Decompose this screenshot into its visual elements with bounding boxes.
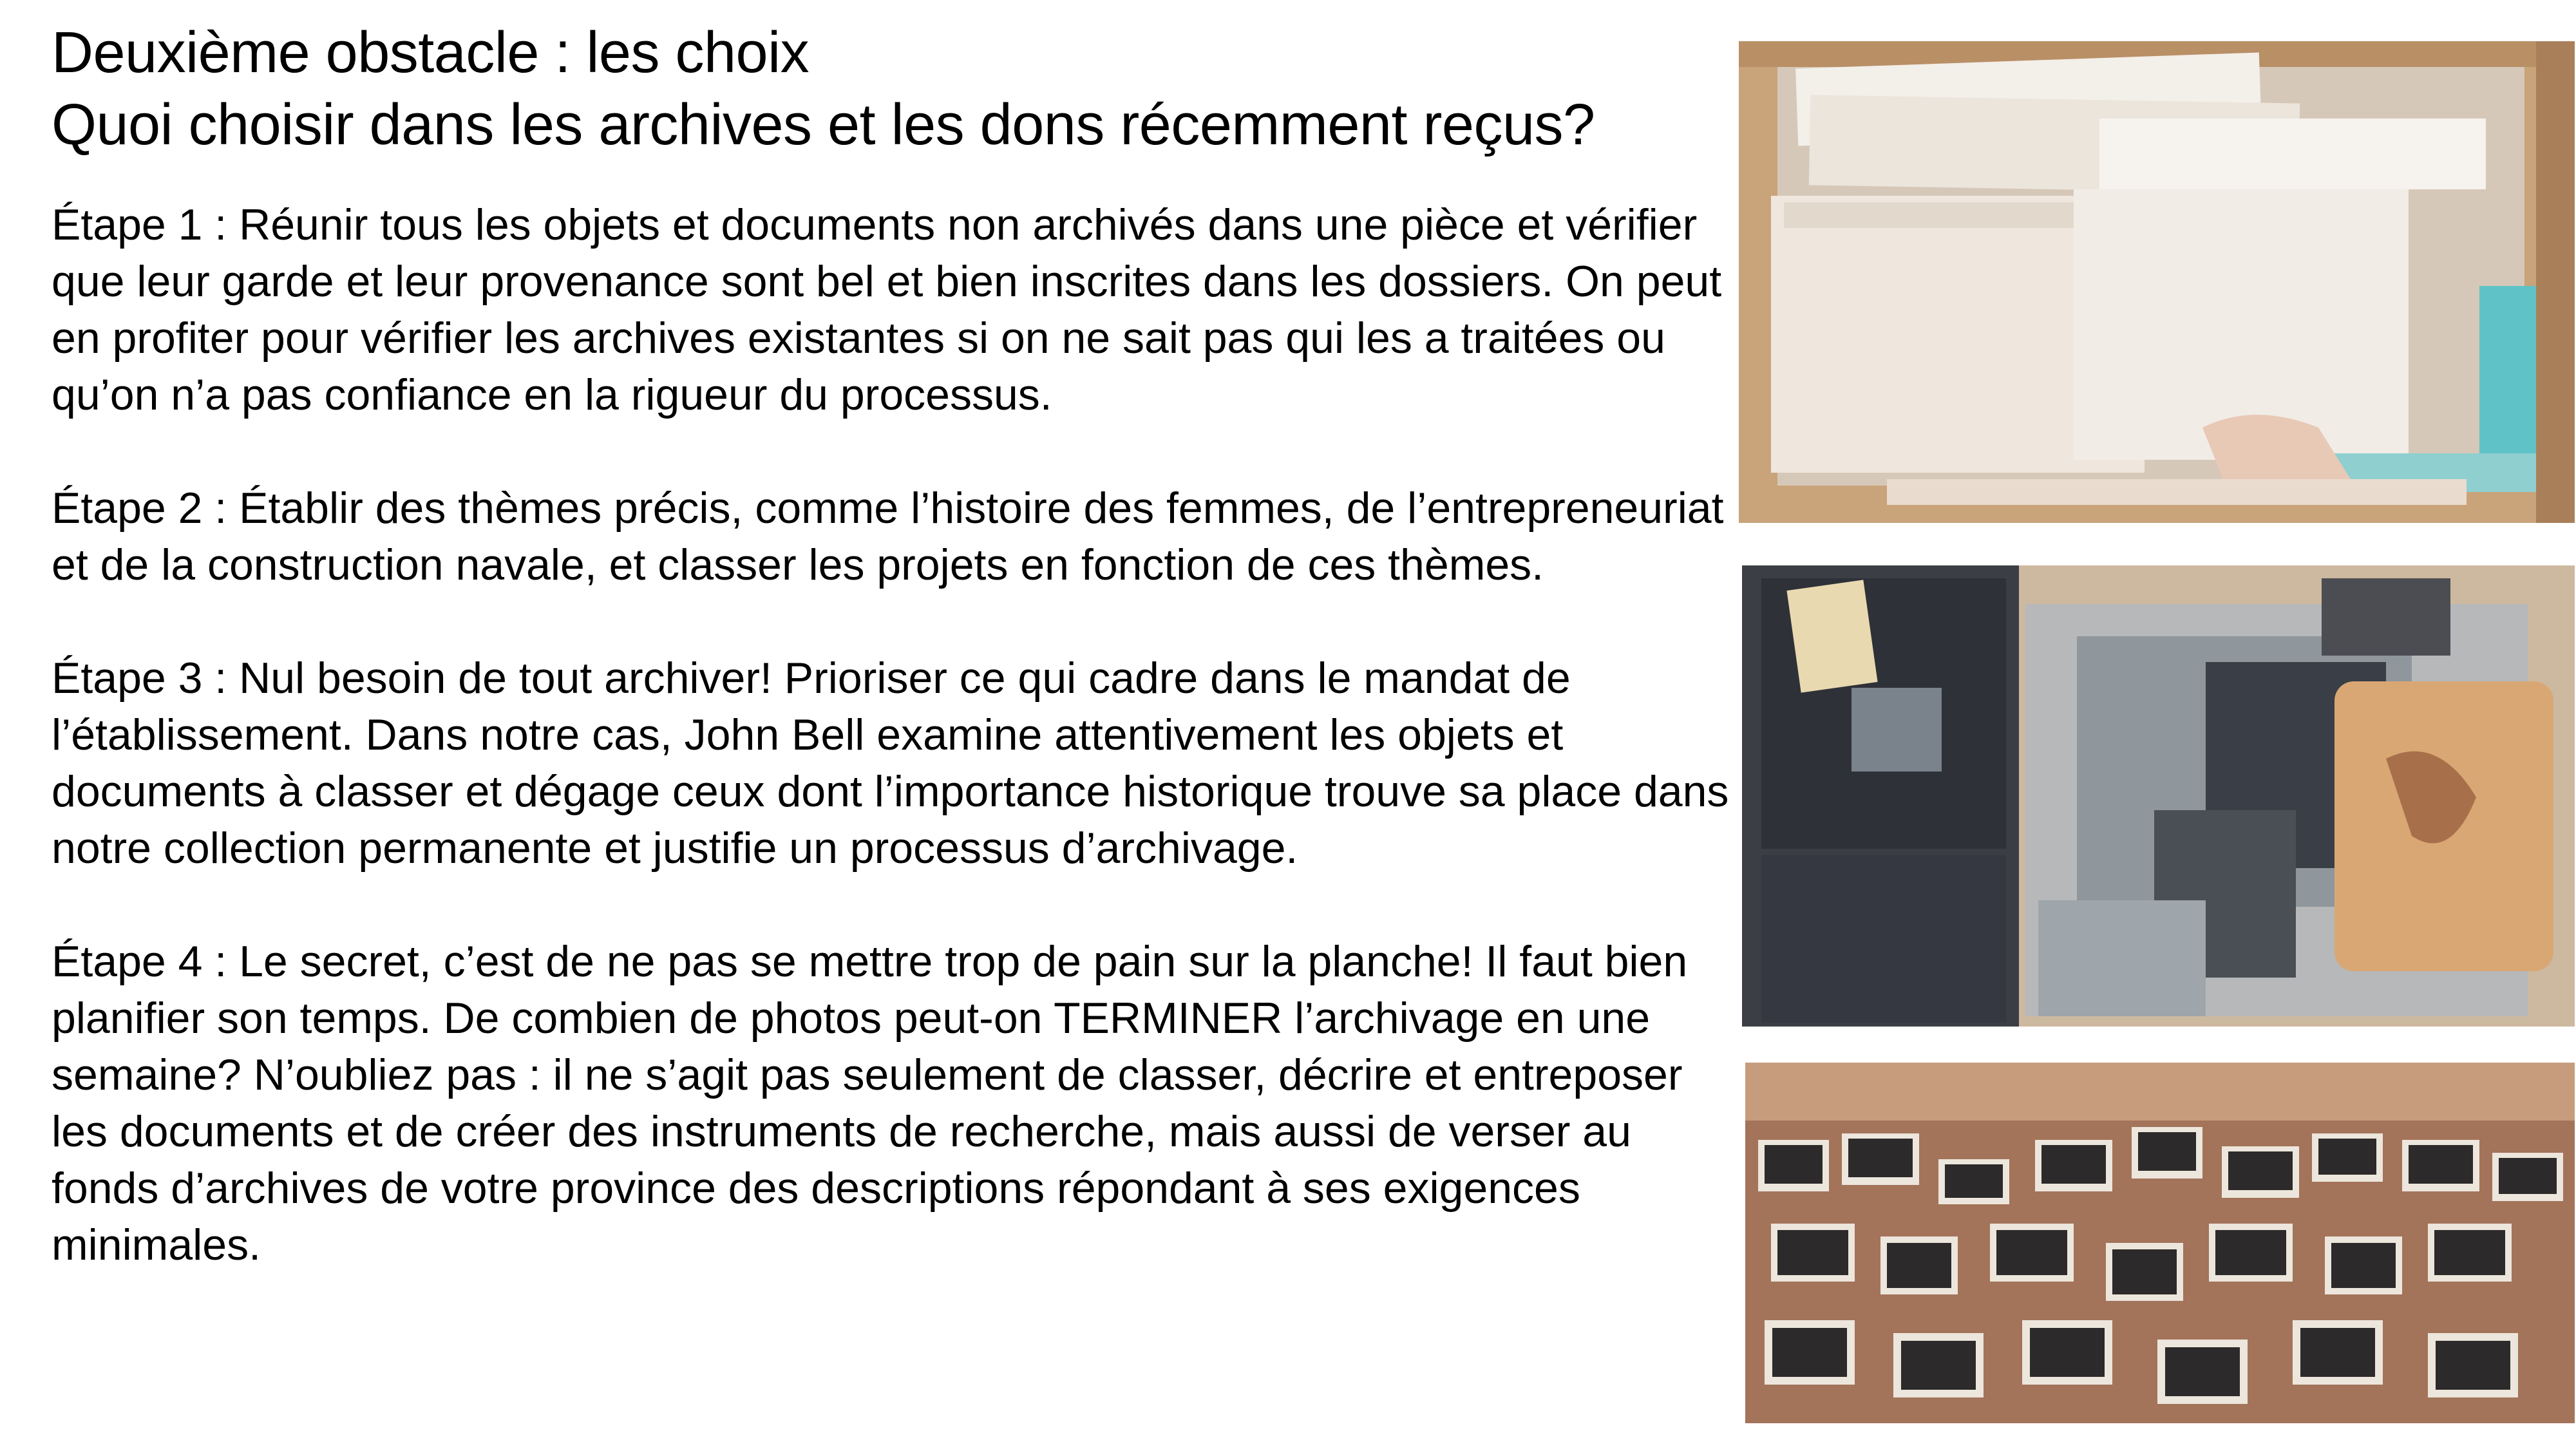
- photo-daguerreotype-cases: [1742, 565, 2575, 1027]
- step-2-text: Étape 2 : Établir des thèmes précis, comme l’histoire des femmes, de l’entrepreneuriat et de la construction navale, et classer les projets en fonction de ces thèmes.: [52, 484, 1724, 589]
- title-line-2: Quoi choisir dans les archives et les dons récemment reçus?: [52, 93, 1595, 157]
- step-3-text: Étape 3 : Nul besoin de tout archiver! Prioriser ce qui cadre dans le mandat de l’établissement. Dans notre cas, John Bell examine attentivement les objets et documents à classer et dégage ceux dont l’importance historique trouve sa place dans notre collection permanente et justifie un processus d’archivage.: [52, 654, 1729, 873]
- steps-list: [52, 196, 1739, 1330]
- photo-envelopes-box: [1739, 41, 2575, 523]
- photo-scattered-prints: [1745, 1063, 2575, 1423]
- slide-title: [52, 17, 1752, 161]
- step-1-text: Étape 1 : Réunir tous les objets et documents non archivés dans une pièce et vérifier que leur garde et leur provenance sont bel et bien inscrites dans les dossiers. On peut en profiter pour vérifier les archives existantes si on ne sait pas qui les a traitées ou qu’on n’a pas confiance en la rigueur du processus.: [52, 200, 1722, 419]
- title-line-1: Deuxième obstacle : les choix: [52, 21, 810, 85]
- step-4-text: Étape 4 : Le secret, c’est de ne pas se mettre trop de pain sur la planche! Il faut bien planifier son temps. De combien de photos peut-on TERMINER l’archivage en une semaine? N’oubliez pas : il ne s’agit pas seulement de classer, décrire et entreposer les documents et de créer des instruments de recherche, mais aussi de verser au fonds d’archives de votre province des descriptions répondant à ses exigences minimales.: [52, 937, 1688, 1269]
